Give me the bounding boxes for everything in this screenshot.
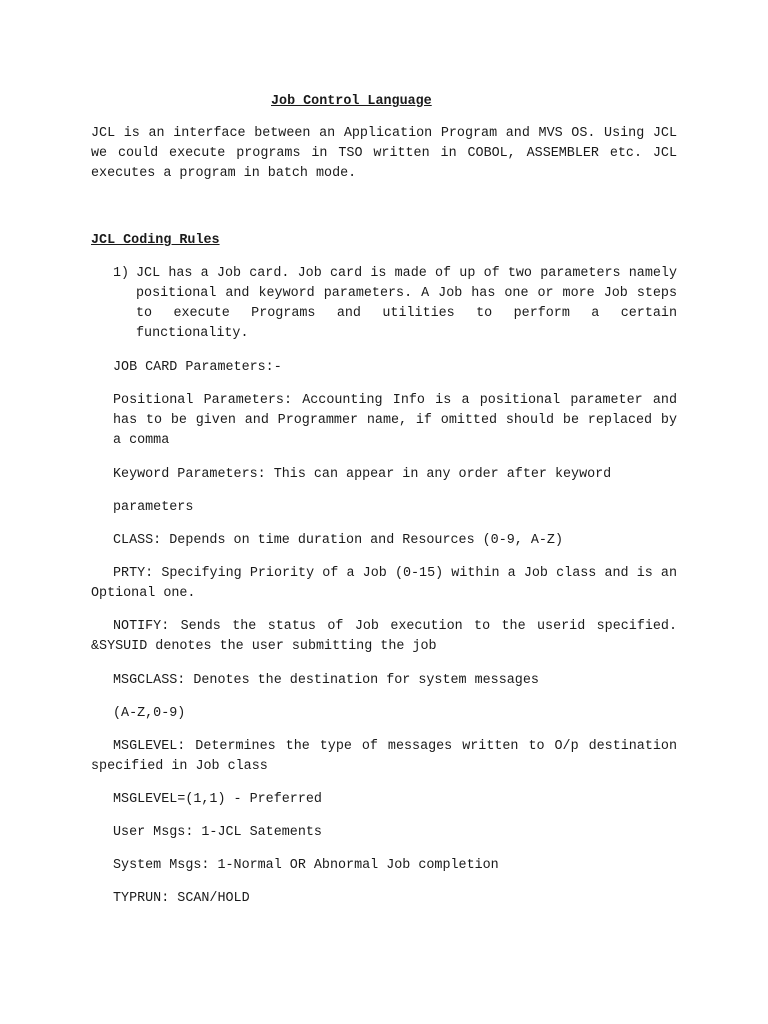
rule-1-text: JCL has a Job card. Job card is made of up of two parameters namely positional and keyword parameters. A Job has one or more Job steps to execute Programs and utilities to perform a certain functionality.	[136, 266, 677, 341]
msglevel-preferred: MSGLEVEL=(1,1) - Preferred	[113, 792, 322, 807]
intro-paragraph: JCL is an interface between an Application Program and MVS OS. Using JCL we could execute programs in TSO written in COBOL, ASSEMBLER etc. JCL executes a program in batch mode.	[91, 126, 677, 181]
section-heading: JCL Coding Rules	[91, 233, 220, 248]
prty-param: PRTY: Specifying Priority of a Job (0-15) within a Job class and is an Optional one.	[91, 566, 677, 601]
keyword-params-continued: parameters	[113, 500, 194, 515]
msgclass-values: (A-Z,0-9)	[113, 706, 186, 721]
notify-param: NOTIFY: Sends the status of Job execution to the userid specified. &SYSUID denotes the user submitting the job	[91, 619, 677, 654]
typrun-param: TYPRUN: SCAN/HOLD	[113, 891, 250, 906]
class-param: CLASS: Depends on time duration and Resources (0-9, A-Z)	[113, 533, 563, 548]
msglevel-param: MSGLEVEL: Determines the type of messages written to O/p destination specified in Job class	[91, 739, 677, 774]
positional-params-paragraph: Positional Parameters: Accounting Info is a positional parameter and has to be given and Programmer name, if omitted should be replaced by a comma	[113, 393, 677, 448]
user-msgs: User Msgs: 1-JCL Satements	[113, 825, 322, 840]
msgclass-param: MSGCLASS: Denotes the destination for system messages	[113, 673, 539, 688]
keyword-params-line: Keyword Parameters: This can appear in any order after keyword	[113, 467, 612, 482]
rule-number: 1)	[113, 266, 130, 281]
job-card-params-label: JOB CARD Parameters:-	[113, 360, 282, 375]
system-msgs: System Msgs: 1-Normal OR Abnormal Job completion	[113, 858, 499, 873]
document-title: Job Control Language	[271, 94, 432, 109]
